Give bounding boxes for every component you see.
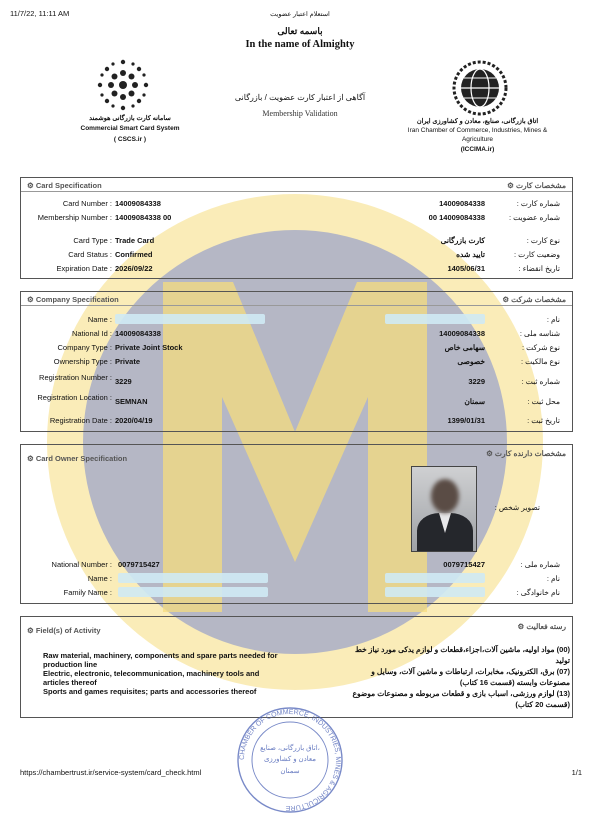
card-label-fa: شماره کارت : bbox=[516, 199, 560, 208]
activity-line: Sports and games requisites; parts and accessories thereof bbox=[43, 687, 257, 696]
membership-heading-fa: آگاهی از اعتبار کارت عضویت / بازرگانی bbox=[234, 93, 366, 102]
left-org-short: ( CSCS.ir ) bbox=[113, 136, 147, 143]
right-org-name-en-2: Agriculture bbox=[461, 136, 494, 143]
invocation-en: In the name of Almighty bbox=[245, 39, 355, 50]
activity-line: production line bbox=[43, 660, 98, 669]
svg-text:معادن و کشاورزی: معادن و کشاورزی bbox=[263, 756, 317, 763]
company-value-en: Private bbox=[115, 357, 141, 366]
activity-line: Electric, electronic, telecommunication, machinery tools and bbox=[43, 669, 260, 678]
activity-line: Raw material, machinery, components and spare parts needed for bbox=[43, 651, 278, 660]
activity-line-fa: (قسمت 20 کتاب) bbox=[515, 700, 570, 709]
chamber-seal bbox=[225, 705, 355, 815]
company-value-en: Private Joint Stock bbox=[115, 343, 183, 352]
svg-text:اتاق بازرگانی، صنایع،: اتاق بازرگانی، صنایع، bbox=[260, 745, 320, 752]
company-label-en: National Id : bbox=[71, 329, 112, 338]
owner-label-fa: نام : bbox=[546, 574, 560, 583]
owner-value-redacted-fa bbox=[385, 587, 485, 597]
company-label-en: Registration Date : bbox=[49, 416, 112, 425]
card-label-fa: تاریخ انقضاء : bbox=[518, 264, 560, 273]
company-value-fa: 14009084338 bbox=[439, 329, 485, 338]
invocation-fa: باسمه تعالی bbox=[277, 26, 323, 36]
activity-line-fa: (13) لوازم ورزشی، اسباب بازی و قطعات مربوطه و مصنوعات موضوع bbox=[352, 689, 570, 698]
company-label-en: Name : bbox=[87, 315, 112, 324]
owner-value-redacted-en bbox=[118, 573, 268, 583]
right-org-short: (ICCIMA.ir) bbox=[460, 146, 495, 153]
owner-value-fa: 0079715427 bbox=[443, 560, 485, 569]
company-value-en: SEMNAN bbox=[115, 397, 148, 406]
card-value-fa: کارت بازرگانی bbox=[440, 236, 485, 245]
company-spec-title-fa: مشخصات شرکت ⚙ bbox=[502, 295, 566, 304]
card-value-en: Trade Card bbox=[115, 236, 155, 245]
card-value-fa: 14009084338 bbox=[439, 199, 485, 208]
company-label-en: Ownership Type : bbox=[53, 357, 112, 366]
company-label-en: Registration Location : bbox=[37, 393, 112, 402]
page-number: 1/1 bbox=[571, 768, 582, 777]
card-label-en: Card Type : bbox=[73, 236, 112, 245]
card-spec-title-fa: مشخصات کارت ⚙ bbox=[507, 181, 566, 190]
card-label-fa: شماره عضویت : bbox=[508, 213, 560, 222]
card-value-en: 14009084338 bbox=[115, 199, 161, 208]
company-value-fa: 3229 bbox=[468, 377, 485, 386]
company-label-fa: نام : bbox=[546, 315, 560, 324]
iccima-logo bbox=[445, 58, 515, 118]
left-org-name-fa: سامانه کارت بازرگانی هوشمند bbox=[89, 115, 171, 122]
card-value-en: Confirmed bbox=[115, 250, 153, 259]
company-label-fa: تاریخ ثبت : bbox=[527, 416, 560, 425]
card-value-en: 14009084338 00 bbox=[115, 213, 172, 222]
card-label-en: Expiration Date : bbox=[56, 264, 112, 273]
owner-photo bbox=[411, 466, 477, 552]
company-value-fa: سمنان bbox=[464, 397, 485, 406]
activity-list-fa bbox=[300, 644, 570, 710]
company-value-en: 14009084338 bbox=[115, 329, 161, 338]
page-heading-fa: استعلام اعتبار عضویت bbox=[270, 11, 330, 18]
company-label-fa: شناسه ملی : bbox=[519, 329, 560, 338]
company-spec-title-en: ⚙ Company Specification bbox=[27, 295, 119, 304]
card-spec-title-en: ⚙ Card Specification bbox=[27, 181, 102, 190]
membership-heading-en: Membership Validation bbox=[262, 109, 338, 118]
card-label-fa: نوع کارت : bbox=[526, 236, 560, 245]
activity-line-fa: (00) مواد اولیه، ماشین آلات،اجزاء،قطعات و لوازم یدکی مورد نیاز خط bbox=[354, 645, 570, 654]
svg-text:سمنان: سمنان bbox=[280, 768, 300, 775]
activity-line-fa: تولید bbox=[555, 656, 570, 665]
company-label-fa: نوع مالکیت : bbox=[520, 357, 560, 366]
owner-label-en: National Number : bbox=[51, 560, 112, 569]
company-label-en: Registration Number : bbox=[39, 373, 112, 382]
card-label-en: Membership Number : bbox=[37, 213, 112, 222]
card-value-fa: تایید شده bbox=[456, 250, 485, 259]
card-label-en: Card Number : bbox=[62, 199, 112, 208]
company-label-en: Company Type : bbox=[57, 343, 112, 352]
owner-label-en: Name : bbox=[87, 574, 112, 583]
owner-spec-title-en: ⚙ Card Owner Specification bbox=[27, 454, 128, 463]
activity-line-fa: (07) برق، الکترونیک، مخابرات، ارتباطات و ماشین آلات، وسایل و bbox=[371, 667, 570, 676]
print-datetime: 11/7/22, 11:11 AM bbox=[10, 9, 70, 18]
cscs-logo bbox=[93, 55, 153, 115]
company-value-fa: 1399/01/31 bbox=[447, 416, 485, 425]
card-value-fa: 1405/06/31 bbox=[447, 264, 485, 273]
owner-value-redacted-fa bbox=[385, 573, 485, 583]
activity-line-fa: مصنوعات وابسته (قسمت 16 کتاب) bbox=[459, 678, 570, 687]
owner-value-en: 0079715427 bbox=[118, 560, 160, 569]
owner-value-redacted-en bbox=[118, 587, 268, 597]
card-value-fa: 14009084338 00 bbox=[428, 213, 485, 222]
activity-title-en: ⚙ Field(s) of Activity bbox=[27, 626, 101, 635]
company-value-en: 2020/04/19 bbox=[115, 416, 153, 425]
owner-label-fa: شماره ملی : bbox=[520, 560, 560, 569]
page-url: https://chambertrust.ir/service-system/card_check.html bbox=[20, 768, 202, 777]
card-label-en: Card Status : bbox=[68, 250, 112, 259]
card-value-en: 2026/09/22 bbox=[115, 264, 153, 273]
photo-label-fa: تصویر شخص : bbox=[494, 503, 540, 512]
activity-line: articles thereof bbox=[43, 678, 97, 687]
company-value-redacted-en bbox=[115, 314, 265, 324]
company-label-fa: محل ثبت : bbox=[527, 397, 560, 406]
activity-list-en bbox=[43, 651, 308, 696]
owner-spec-title-fa: مشخصات دارنده کارت ⚙ bbox=[486, 449, 566, 458]
company-value-redacted-fa bbox=[385, 314, 485, 324]
company-value-fa: سهامی خاص bbox=[444, 343, 485, 352]
company-value-en: 3229 bbox=[115, 377, 132, 386]
owner-label-fa: نام خانوادگی : bbox=[516, 588, 560, 597]
company-label-fa: نوع شرکت : bbox=[521, 343, 560, 352]
company-value-fa: خصوصی bbox=[457, 357, 485, 366]
company-label-fa: شماره ثبت : bbox=[521, 377, 560, 386]
svg-text:CHAMBER OF COMMERCE, INDUSTRIE: CHAMBER OF COMMERCE, INDUSTRIES, MINES & AGRICULTURE bbox=[238, 708, 342, 812]
right-org-name-fa: اتاق بازرگانی، صنایع، معادن و کشاورزی ایران bbox=[416, 118, 539, 125]
right-org-name-en-1: Iran Chamber of Commerce, Industries, Mines & bbox=[407, 127, 548, 134]
card-label-fa: وضعیت کارت : bbox=[513, 250, 560, 259]
activity-title-fa: رسته فعالیت ⚙ bbox=[517, 622, 566, 631]
owner-label-en: Family Name : bbox=[63, 588, 112, 597]
left-org-name-en: Commercial Smart Card System bbox=[80, 125, 180, 132]
